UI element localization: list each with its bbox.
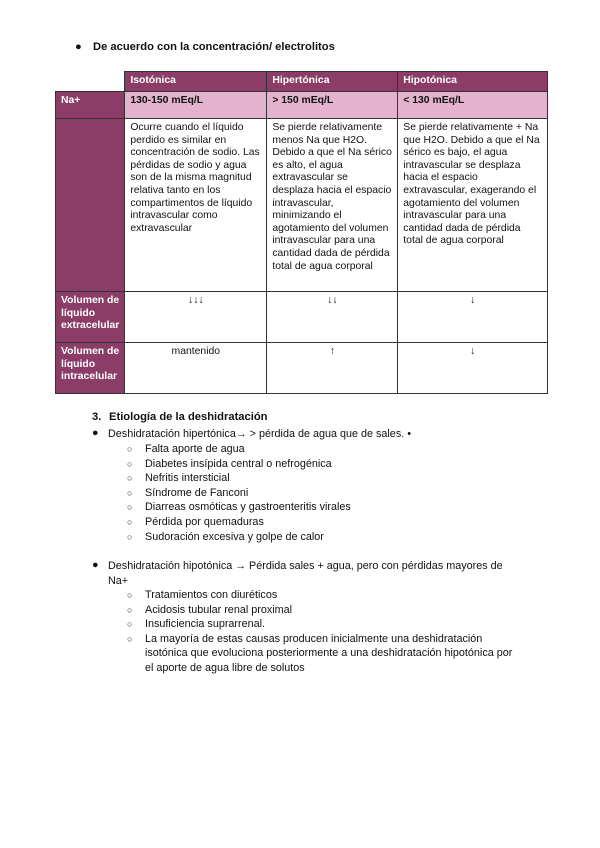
intracelular-isotonica: mantenido <box>125 343 267 394</box>
na-row <box>56 92 548 119</box>
circle-bullet-icon: ○ <box>127 531 133 542</box>
extracelular-isotonica: ↓↓↓ <box>125 292 267 343</box>
list-item: ○ Tratamientos con diuréticos <box>127 589 278 601</box>
list-item: ○ Acidosis tubular renal proximal <box>127 603 293 616</box>
intracelular-hipotonica: ↓ <box>398 343 548 394</box>
bullet-icon: ● <box>92 427 99 439</box>
list-item: ○ Síndrome de Fanconi <box>127 486 249 499</box>
header-row <box>56 72 548 92</box>
desc-hipotonica: Se pierde relativamente + Na que H2O. Debido a que el Na sérico es bajo, el agua intravascular se desplaza hacia el espacio extravascular, exagerando el agotamiento del volumen intravascular para una cantidad dada de pérdida total de agua corporal <box>398 119 548 292</box>
extracelular-label: Volumen de líquido extracelular <box>56 292 125 343</box>
bullet-icon: ● <box>92 559 99 571</box>
header-hipotonica: Hipotónica <box>398 72 548 92</box>
hipertonica-list <box>127 442 515 544</box>
header-hipertonica: Hipertónica <box>267 72 398 92</box>
circle-bullet-icon: ○ <box>127 502 133 513</box>
hipotonica-list <box>127 588 515 676</box>
header-isotonica: Isotónica <box>125 72 267 92</box>
section-number: 3. <box>92 411 102 423</box>
circle-bullet-icon: ○ <box>127 473 133 484</box>
circle-bullet-icon: ○ <box>127 604 133 615</box>
list-item: ○ Falta aporte de agua <box>127 443 245 455</box>
desc-isotonica: Ocurre cuando el líquido perdido es similar en concentración de sodio. Las pérdidas de sodio y agua son de la misma magnitud relativa tanto en los compartimentos de líquido intravascular como extravascular <box>125 119 267 292</box>
bullet-icon: ● <box>75 41 82 53</box>
hipertonica-heading: Deshidratación hipertónica→ > pérdida de agua que de sales. • <box>108 428 411 440</box>
list-item: ○ Insuficiencia suprarrenal. <box>127 618 266 631</box>
header-empty-cell <box>56 72 125 92</box>
list-item: ○ Pérdida por quemaduras <box>127 515 264 528</box>
list-item: ○ Diarreas osmóticas y gastroenteritis virales <box>127 501 351 514</box>
dehydration-table <box>55 71 548 394</box>
circle-bullet-icon: ○ <box>127 590 133 600</box>
intracelular-hipertonica: ↑ <box>267 343 398 394</box>
na-label: Na+ <box>56 92 125 119</box>
circle-bullet-icon: ○ <box>127 619 133 630</box>
section-title: Etiología de la deshidratación <box>109 411 268 423</box>
hipotonica-heading: Deshidratación hipotónica → Pérdida sales + agua, pero con pérdidas mayores de Na+ <box>108 560 503 587</box>
circle-bullet-icon: ○ <box>127 487 133 498</box>
circle-bullet-icon: ○ <box>127 458 133 469</box>
list-item: ○ Sudoración excesiva y golpe de calor <box>127 530 324 543</box>
na-hipertonica: > 150 mEq/L <box>267 92 398 119</box>
list-item: ○ Nefritis intersticial <box>127 472 230 485</box>
list-item: ○ Diabetes insípida central o nefrogénica <box>127 457 332 470</box>
description-label-cell <box>56 119 125 292</box>
intracelular-label: Volumen de líquido intracelular <box>56 343 125 394</box>
intracelular-row <box>56 343 548 394</box>
extracelular-hipotonica: ↓ <box>398 292 548 343</box>
intro-text: De acuerdo con la concentración/ electrolitos <box>93 41 335 53</box>
description-row <box>56 119 548 292</box>
extracelular-hipertonica: ↓↓ <box>267 292 398 343</box>
circle-bullet-icon: ○ <box>127 444 133 454</box>
na-hipotonica: < 130 mEq/L <box>398 92 548 119</box>
extracelular-row <box>56 292 548 343</box>
circle-bullet-icon: ○ <box>127 516 133 527</box>
desc-hipertonica: Se pierde relativamente menos Na que H2O. Debido a que el Na sérico es alto, el agua extravascular se desplaza hacia el espacio intravascular, minimizando el agotamiento del volumen intravascular para una cantidad dada de pérdida total de agua corporal <box>267 119 398 292</box>
circle-bullet-icon: ○ <box>127 633 133 644</box>
na-isotonica: 130-150 mEq/L <box>125 92 267 119</box>
list-item: ○ La mayoría de estas causas producen inicialmente una deshidratación isotónica que evoluciona posteriormente a una deshidratación hipotónica por el aporte de agua libre de solutos <box>127 632 513 674</box>
